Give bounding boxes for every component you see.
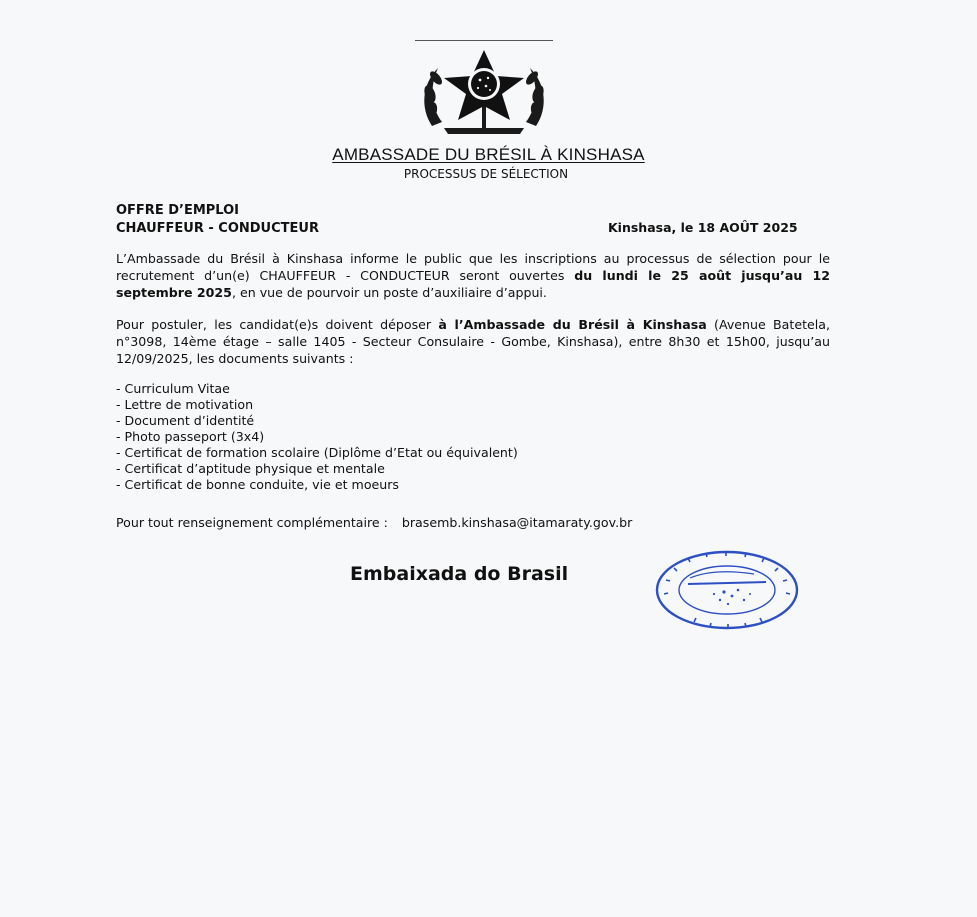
application-period: du lundi le 25 août jusqu’au 12 septembre 2025 bbox=[116, 268, 831, 300]
instructions-paragraph bbox=[116, 316, 830, 367]
page-subtitle: PROCESSUS DE SÉLECTION bbox=[403, 167, 569, 181]
list-item: - Lettre de motivation bbox=[116, 397, 254, 412]
job-title: CHAUFFEUR - CONDUCTEUR bbox=[116, 221, 319, 236]
paragraph-text: (Avenue Batetela, n°3098, 14ème étage – salle 1405 - Secteur Consulaire - Gombe, Kinshasa), entre 8h30 et 15h00, jusqu’au 12/09/2025, les documents suivants : bbox=[116, 317, 830, 366]
list-item: - Certificat de formation scolaire (Diplôme d’Etat ou équivalent) bbox=[116, 445, 518, 460]
page-title: AMBASSADE DU BRÉSIL À KINSHASA bbox=[332, 145, 645, 164]
list-item: - Document d’identité bbox=[116, 413, 255, 428]
list-item: - Certificat de bonne conduite, vie et moeurs bbox=[116, 477, 399, 492]
coat-of-arms-emblem bbox=[416, 48, 552, 136]
announcement-paragraph bbox=[116, 250, 830, 301]
top-rule bbox=[415, 40, 553, 41]
list-item: - Certificat d’aptitude physique et mentale bbox=[116, 461, 385, 476]
contact-line bbox=[116, 515, 632, 530]
required-documents-list bbox=[116, 381, 518, 493]
paragraph-text: L’Ambassade du Brésil à Kinshasa informe le public que les inscriptions au processus de sélection pour le recrutement d’un(e) CHAUFFEUR - CONDUCTEUR seront ouvertes bbox=[116, 251, 830, 283]
contact-label: Pour tout renseignement complémentaire : bbox=[116, 515, 388, 530]
paragraph-text: Pour postuler, les candidat(e)s doivent déposer bbox=[116, 317, 439, 332]
signature-text: Embaixada do Brasil bbox=[350, 563, 569, 585]
list-item: - Photo passeport (3x4) bbox=[116, 429, 265, 444]
offer-heading: OFFRE D’EMPLOI bbox=[116, 203, 240, 218]
document-date: Kinshasa, le 18 AOÛT 2025 bbox=[608, 220, 798, 235]
paragraph-text: , en vue de pourvoir un poste d’auxiliaire d’appui. bbox=[231, 285, 547, 300]
embassy-location: à l’Ambassade du Brésil à Kinshasa bbox=[438, 317, 707, 332]
official-stamp bbox=[654, 550, 800, 630]
list-item: - Curriculum Vitae bbox=[116, 381, 230, 396]
contact-email: brasemb.kinshasa@itamaraty.gov.br bbox=[401, 515, 633, 530]
